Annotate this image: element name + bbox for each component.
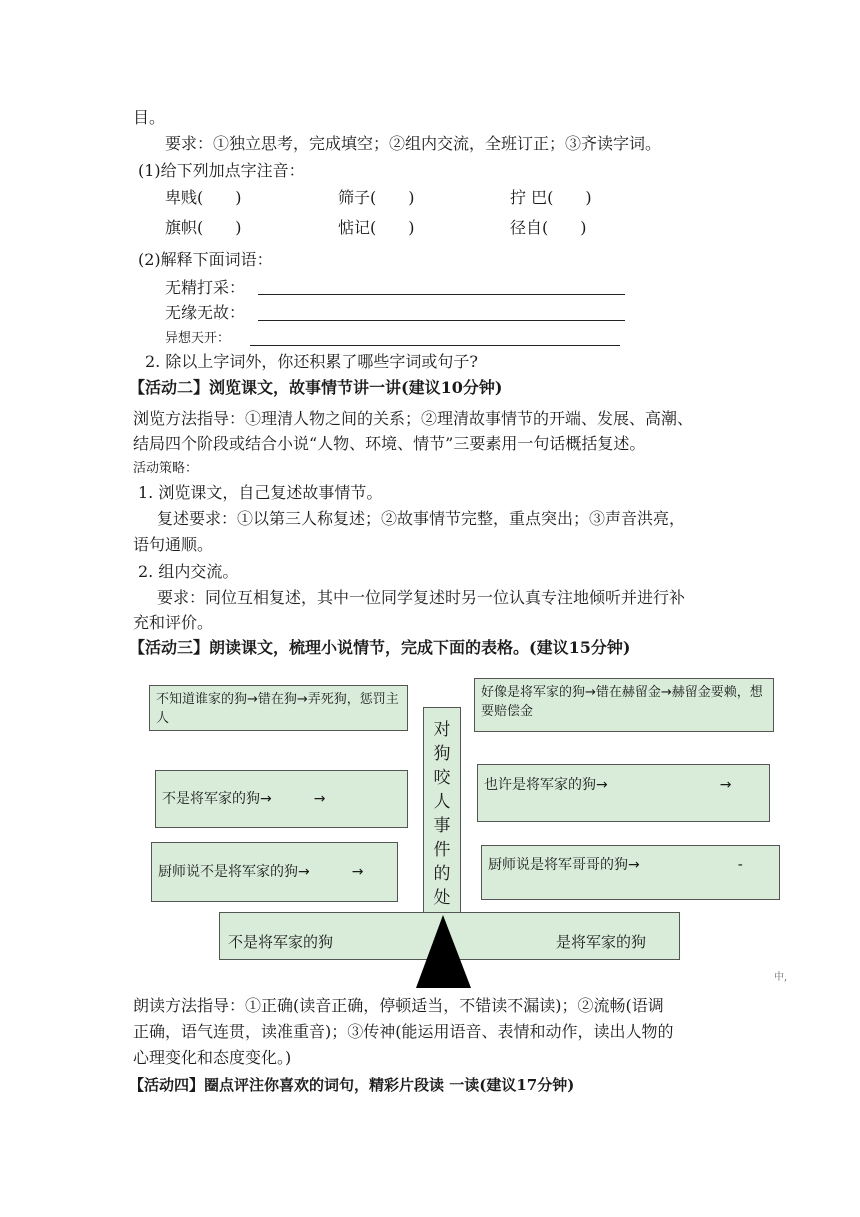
base-right-label: 是将军家的狗 [556, 933, 647, 951]
right-box-1: 好像是将军家的狗→错在赫留金→赫留金要赖，想要赔偿金 [474, 678, 774, 732]
reading-guide-line: 朗读方法指导：①正确(读音正确，停顿适当，不错读不漏读)；②流畅(语调 [133, 996, 664, 1015]
strategy-line: 充和评价。 [133, 613, 214, 632]
pinyin-item: 筛子( ) [338, 188, 415, 207]
strategy-line: 复述要求：①以第三人称复述；②故事情节完整，重点突出；③声音洪亮， [157, 509, 686, 528]
method-line: 浏览方法指导：①理清人物之间的关系；②理清故事情节的开端、发展、高潮、 [133, 409, 694, 428]
text-line: 目。 [133, 108, 166, 127]
answer-blank[interactable] [250, 345, 620, 346]
strategy-label: 活动策略： [133, 461, 199, 476]
reading-guide-line: 正确，语气连贯，读准重音)；③传神(能运用语音、表情和动作，读出人物的 [133, 1022, 674, 1041]
left-box-3[interactable]: 厨师说不是将军家的狗→ → [151, 842, 398, 902]
center-char: 对 [433, 720, 451, 740]
term-label: 无精打采： [165, 278, 246, 297]
center-char: 咬 [433, 768, 451, 788]
strategy-line: 语句通顺。 [133, 535, 214, 554]
center-char: 的 [433, 864, 451, 884]
pinyin-item: 拧 巴( ) [510, 188, 592, 207]
answer-blank[interactable] [258, 294, 625, 295]
strategy-line: 要求：同位互相复述，其中一位同学复述时另一位认真专注地倾听并进行补 [157, 588, 686, 607]
activity-two-heading: 【活动二】浏览课文，故事情节讲一讲(建议10分钟) [129, 378, 503, 397]
corner-mark: 中, [774, 972, 788, 983]
strategy-line: 2. 组内交流。 [138, 562, 239, 581]
center-char: 人 [433, 792, 451, 812]
term-label: 无缘无故： [165, 303, 246, 322]
pinyin-item: 惦记( ) [338, 218, 415, 237]
method-line: 结局四个阶段或结合小说“人物、环境、情节”三要素用一句话概括复述。 [133, 434, 646, 453]
question-explain: (2)解释下面词语： [138, 250, 273, 269]
left-box-2[interactable]: 不是将军家的狗→ → [155, 770, 408, 828]
base-left-label: 不是将军家的狗 [228, 933, 334, 951]
pinyin-item: 旗帜( ) [165, 218, 242, 237]
right-box-3[interactable]: 厨师说是将军哥哥的狗→ - [481, 845, 780, 900]
left-box-1: 不知道谁家的狗→错在狗→弄死狗，惩罚主人 [149, 685, 408, 731]
center-vertical-label [423, 707, 461, 915]
question-accumulate: 2. 除以上字词外，你还积累了哪些字词或句子? [145, 352, 478, 371]
center-char: 件 [433, 840, 451, 860]
center-char: 处 [433, 888, 451, 908]
pinyin-item: 卑贱( ) [165, 188, 242, 207]
activity-three-heading: 【活动三】朗读课文，梳理小说情节，完成下面的表格。(建议15分钟) [129, 638, 631, 657]
answer-blank[interactable] [258, 320, 625, 321]
requirement-line: 要求：①独立思考，完成填空；②组内交流，全班订正；③齐读字词。 [165, 134, 662, 153]
reading-guide-line: 心理变化和态度变化。) [133, 1048, 292, 1067]
pinyin-item: 径自( ) [510, 218, 587, 237]
center-char: 狗 [433, 744, 451, 764]
center-char: 事 [433, 816, 451, 836]
strategy-line: 1. 浏览课文，自己复述故事情节。 [138, 483, 383, 502]
right-box-2[interactable]: 也许是将军家的狗→ → [477, 764, 770, 822]
question-pinyin: (1)给下列加点字注音： [138, 161, 305, 180]
term-label: 异想天开： [165, 331, 231, 346]
activity-four-heading: 【活动四】圈点评注你喜欢的词句，精彩片段读 一读(建议17分钟) [129, 1076, 575, 1094]
